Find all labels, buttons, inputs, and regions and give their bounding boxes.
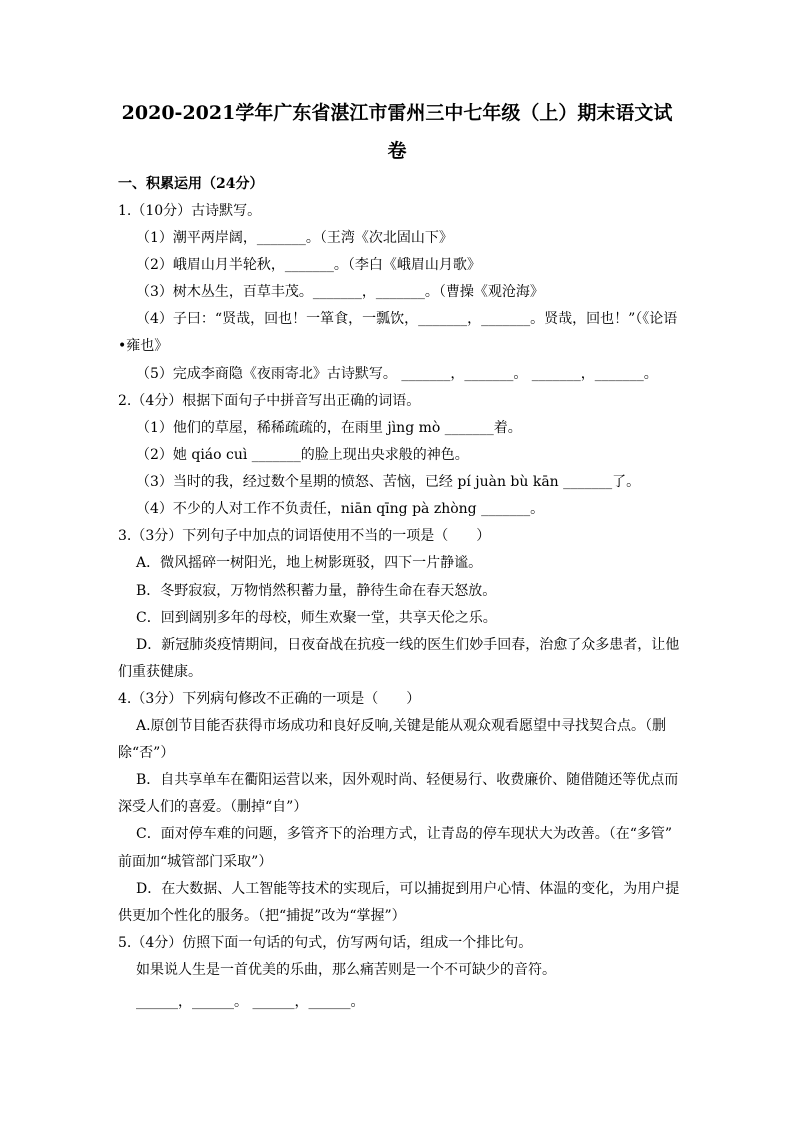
question-3-option-b: B．冬野寂寂，万物悄然积蓄力量，静待生命在春天怒放。: [136, 583, 497, 599]
question-4-option-c-cont: 前面加“城管部门采取”）: [118, 854, 273, 870]
question-2-item-4: （4）不少的人对工作不负责任，niān qīng pà zhòng _______。: [136, 501, 545, 517]
question-1-item-4-cont: •雍也》: [118, 338, 169, 354]
question-3-option-a: A．微风摇碎一树阳光，地上树影斑驳，四下一片静谧。: [136, 555, 483, 571]
question-1-item-2: （2）峨眉山月半轮秋，_______。（李白《峨眉山月歌》: [136, 257, 481, 273]
question-2-item-2: （2）她 qiáo cuì _______的脸上现出央求般的神色。: [136, 447, 469, 463]
question-1-item-5: （5）完成李商隐《夜雨寄北》古诗默写。 _______，_______。 _______，_______。: [136, 366, 658, 382]
question-4-option-d-cont: 供更加个性化的服务。（把“捕捉”改为“掌握”）: [118, 908, 406, 924]
question-3-option-d: D．新冠肺炎疫情期间，日夜奋战在抗疫一线的医生们妙手回春，治愈了众多患者，让他: [136, 637, 680, 653]
question-4-option-c: C．面对停车难的问题，多管齐下的治理方式，让青岛的停车现状大为改善。（在“多管”: [136, 826, 673, 842]
question-4-option-b: B．自共享单车在衢阳运营以来，因外观时尚、轻便易行、收费廉价、随借随还等优点而: [136, 772, 679, 788]
question-5-answer-blanks: ______，______。 ______，______。: [136, 994, 365, 1010]
section-heading: 一、积累运用（24分）: [118, 176, 264, 192]
question-2-stem: 2.（4分）根据下面句子中拼音写出正确的词语。: [118, 393, 421, 409]
question-4-option-b-cont: 深受人们的喜爱。（删掉“自”）: [118, 799, 308, 815]
question-1-item-3: （3）树木丛生，百草丰茂。_______，_______。（曹操《观沧海》: [136, 284, 544, 300]
question-2-item-1: （1）他们的草屋，稀稀疏疏的，在雨里 jìng mò _______着。: [136, 420, 522, 436]
question-3-option-d-cont: 们重获健康。: [118, 664, 202, 680]
page-title-line2: 卷: [387, 140, 407, 162]
question-3-option-c: C．回到阔别多年的母校，师生欢聚一堂，共享天伦之乐。: [136, 610, 497, 626]
question-1-item-1: （1）潮平两岸阔，_______。（王湾《次北固山下》: [136, 230, 453, 246]
question-4-option-a-cont: 除“否”）: [118, 745, 175, 761]
question-1-stem: 1.（10分）古诗默写。: [118, 203, 262, 219]
question-5-example: 如果说人生是一首优美的乐曲，那么痛苦则是一个不可缺少的音符。: [136, 962, 556, 978]
question-2-item-3: （3）当时的我，经过数个星期的愤怒、苦恼，已经 pí juàn bù kān _______了。: [136, 474, 641, 490]
question-3-stem: 3.（3分）下列句子中加点的词语使用不当的一项是（ ）: [118, 528, 491, 544]
question-4-stem: 4.（3分）下列病句修改不正确的一项是（ ）: [118, 691, 421, 707]
question-4-option-a: A.原创节目能否获得市场成功和良好反响,关键是能从观众观看愿望中寻找契合点。（删: [136, 718, 667, 734]
page-title-line1: 2020-2021学年广东省湛江市雷州三中七年级（上）期末语文试: [121, 102, 673, 124]
question-1-item-4: （4）子曰：“贤哉，回也！一箪食，一瓢饮，_______，_______。贤哉，回也！”（《论语: [136, 311, 678, 327]
question-5-stem: 5.（4分）仿照下面一句话的句式，仿写两句话，组成一个排比句。: [118, 935, 533, 951]
question-4-option-d: D．在大数据、人工智能等技术的实现后，可以捕捉到用户心情、体温的变化，为用户提: [136, 881, 680, 897]
